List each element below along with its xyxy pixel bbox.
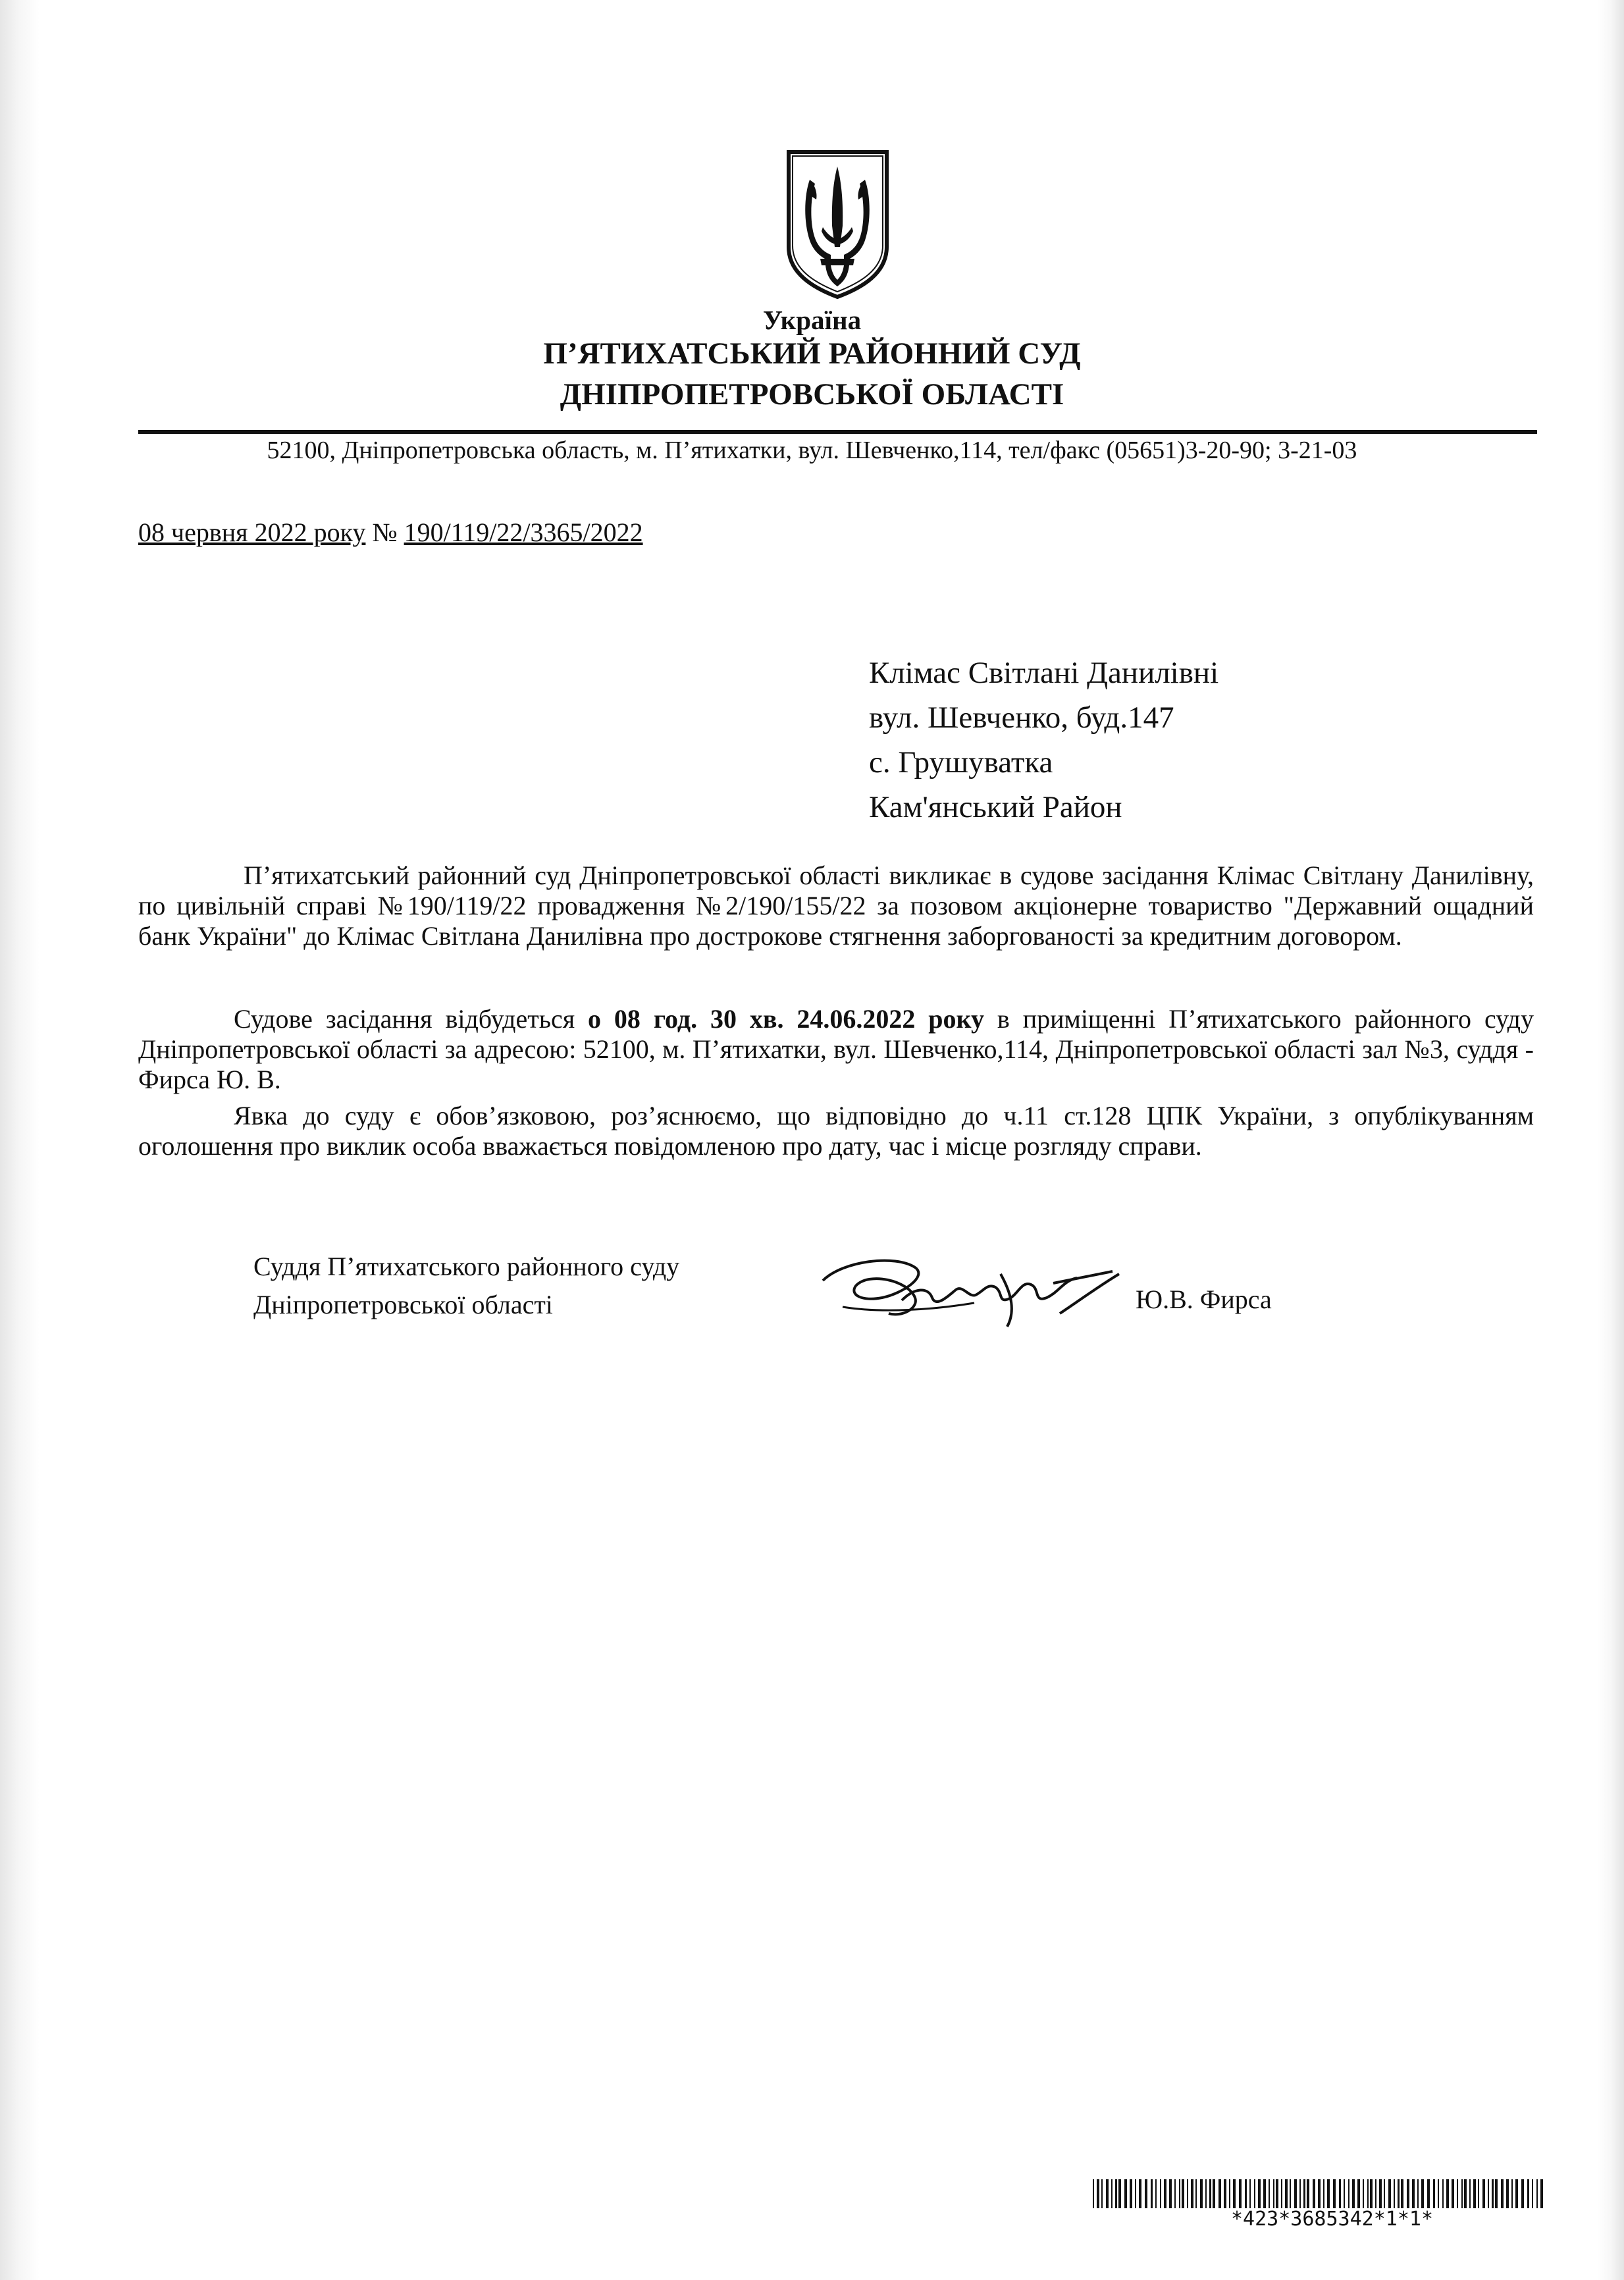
hearing-datetime: о 08 год. 30 хв. 24.06.2022 року	[588, 1004, 984, 1034]
handwritten-signature	[803, 1234, 1132, 1340]
outgoing-number: 190/119/22/3365/2022	[404, 517, 643, 547]
outgoing-reference	[138, 517, 643, 548]
barcode-bar	[1318, 2179, 1321, 2208]
barcode-bar	[1464, 2179, 1467, 2208]
barcode-number: *423*3685342*1*1*	[1231, 2208, 1434, 2231]
barcode-bar	[1469, 2179, 1471, 2208]
barcode-bar	[1213, 2179, 1215, 2208]
barcode-bar	[1333, 2179, 1336, 2208]
barcode-bar	[1323, 2179, 1324, 2208]
barcode-bar	[1273, 2179, 1274, 2208]
recipient-street: вул. Шевченко, буд.147	[869, 701, 1174, 735]
barcode-bar	[1263, 2179, 1266, 2208]
barcode-bar	[1093, 2179, 1094, 2208]
barcode-bar	[1452, 2179, 1454, 2208]
barcode-bar	[1357, 2179, 1360, 2208]
barcode-bar	[1164, 2179, 1166, 2208]
barcode-bar	[1218, 2179, 1221, 2208]
barcode-bar	[1258, 2179, 1261, 2208]
barcode-bar	[1200, 2179, 1203, 2208]
barcode-bar	[1433, 2179, 1435, 2208]
barcode-bar	[1160, 2179, 1161, 2208]
barcode-bar	[1276, 2179, 1278, 2208]
barcode-bar	[1155, 2179, 1157, 2208]
barcode-bar	[1367, 2179, 1369, 2208]
barcode-bar	[1511, 2179, 1513, 2208]
header-divider	[138, 430, 1537, 434]
recipient-village: с. Грушуватка	[869, 745, 1053, 780]
barcode-bar	[1495, 2179, 1498, 2208]
signatory-title-line2: Дніпропетровської області	[253, 1290, 553, 1319]
barcode-bar	[1388, 2179, 1391, 2208]
barcode-bar	[1313, 2179, 1315, 2208]
barcode-bar	[1427, 2179, 1430, 2208]
barcode-bar	[1151, 2179, 1153, 2208]
barcode-bar	[1182, 2179, 1184, 2208]
barcode-bar	[1124, 2179, 1127, 2208]
barcode-bar	[1135, 2179, 1136, 2208]
barcode-bar	[1339, 2179, 1341, 2208]
paragraph-summons-text: П’ятихатський районний суд Дніпропетровської області викликає в судове засідання Клімас Світлану Данилівну, по цивільній справі №190/119/22 провадження №2/190/155/22 за позовом акціонерне товариство "Державний ощадний банк України" до Клімас Світлана Данилівна про дострокове стягнення заборгованості за кредитним договором.	[138, 861, 1534, 951]
barcode-bar	[1195, 2179, 1197, 2208]
barcode-bar	[1169, 2179, 1172, 2208]
barcode-bar	[1344, 2179, 1345, 2208]
barcode-bar	[1421, 2179, 1424, 2208]
barcode-bar	[1299, 2179, 1301, 2208]
signatory-title	[253, 1248, 679, 1324]
barcode-bar	[1097, 2179, 1099, 2208]
barcode-bar	[1438, 2179, 1439, 2208]
barcode-bar	[1115, 2179, 1117, 2208]
barcode-bar	[1307, 2179, 1309, 2208]
barcode-bar	[1187, 2179, 1188, 2208]
ukraine-tryzub-emblem-icon	[783, 148, 892, 300]
barcode-bar	[1209, 2179, 1211, 2208]
barcode-bar	[1249, 2179, 1251, 2208]
barcode-bar	[1540, 2179, 1543, 2208]
barcode-bar	[1536, 2179, 1538, 2208]
body-paragraph-hearing	[138, 1004, 1534, 1095]
hearing-text-end: в приміщенні П’ятихатського районного суду Дніпропетровської області за адресою: 52100, м. П’ятихатки, вул. Шевченко,114, Дніпропетровської області зал №3, суддя - Фирса Ю. В.	[138, 1004, 1534, 1094]
barcode-bar	[1398, 2179, 1400, 2208]
header-country: Україна	[762, 305, 862, 335]
barcode-bar	[1191, 2179, 1193, 2208]
barcode-bar	[1473, 2179, 1476, 2208]
barcode-bar	[1179, 2179, 1180, 2208]
body-paragraph-attendance	[138, 1101, 1534, 1161]
header-court-region: ДНІПРОПЕТРОВСЬКОЇ ОБЛАСТІ	[560, 377, 1064, 411]
barcode-bar	[1532, 2179, 1533, 2208]
barcode-bar	[1501, 2179, 1504, 2208]
barcode-bar	[1233, 2179, 1236, 2208]
barcode-bar	[1106, 2179, 1109, 2208]
court-address: 52100, Дніпропетровська область, м. П’ятихатки, вул. Шевченко,114, тел/факс (05651)3-20-90; 3-21-03	[267, 437, 1357, 464]
barcode-bar	[1254, 2179, 1255, 2208]
barcode-bar	[1492, 2179, 1494, 2208]
barcode-bar	[1442, 2179, 1444, 2208]
barcode-bar	[1417, 2179, 1419, 2208]
barcode-bar	[1363, 2179, 1364, 2208]
barcode-bar	[1290, 2179, 1291, 2208]
signatory-title-line1: Суддя П’ятихатського районного суду	[253, 1252, 680, 1281]
barcode-bar	[1407, 2179, 1409, 2208]
document-barcode	[1093, 2179, 1547, 2208]
barcode-bar	[1224, 2179, 1226, 2208]
barcode-bar	[1384, 2179, 1385, 2208]
barcode-bar	[1379, 2179, 1382, 2208]
barcode-bar	[1145, 2179, 1147, 2208]
barcode-bar	[1527, 2179, 1529, 2208]
barcode-bar	[1327, 2179, 1330, 2208]
recipient-name: Клімас Світлані Данилівні	[869, 656, 1219, 690]
barcode-bar	[1352, 2179, 1355, 2208]
barcode-bar	[1515, 2179, 1518, 2208]
header-court-name: П’ЯТИХАТСЬКИЙ РАЙОННИЙ СУД	[543, 336, 1081, 371]
barcode-bar	[1294, 2179, 1297, 2208]
barcode-bar	[1401, 2179, 1403, 2208]
barcode-bar	[1303, 2179, 1305, 2208]
barcode-bar	[1229, 2179, 1230, 2208]
barcode-bar	[1521, 2179, 1524, 2208]
barcode-bar	[1130, 2179, 1132, 2208]
barcode-bar	[1412, 2179, 1415, 2208]
outgoing-date: 08 червня 2022 року	[138, 517, 366, 547]
barcode-bar	[1118, 2179, 1121, 2208]
body-paragraph-summons	[138, 861, 1534, 951]
attendance-text: Явка до суду є обов’язковою, роз’яснюємо, що відповідно до ч.11 ст.128 ЦПК України, з опублікуванням оголошення про виклик особа вважається повідомленою про дату, час і місце розгляду справи.	[138, 1101, 1534, 1161]
barcode-bar	[1285, 2179, 1288, 2208]
barcode-bar	[1478, 2179, 1479, 2208]
barcode-bar	[1488, 2179, 1489, 2208]
barcode-bar	[1101, 2179, 1103, 2208]
barcode-bar	[1281, 2179, 1282, 2208]
barcode-bar	[1139, 2179, 1141, 2208]
judge-name: Ю.В. Фирса	[1136, 1285, 1272, 1314]
barcode-bar	[1245, 2179, 1247, 2208]
barcode-bar	[1446, 2179, 1449, 2208]
barcode-bar	[1239, 2179, 1242, 2208]
barcode-bar	[1394, 2179, 1395, 2208]
hearing-text-start: Судове засідання відбудеться	[234, 1004, 575, 1034]
barcode-bar	[1111, 2179, 1113, 2208]
barcode-bar	[1457, 2179, 1458, 2208]
recipient-district: Кам'янський Район	[869, 790, 1122, 824]
recipient-block	[869, 650, 1218, 830]
barcode-bar	[1482, 2179, 1485, 2208]
barcode-bar	[1174, 2179, 1176, 2208]
barcode-bar	[1375, 2179, 1376, 2208]
barcode-bar	[1269, 2179, 1270, 2208]
barcode-bar	[1205, 2179, 1207, 2208]
barcode-bar	[1461, 2179, 1463, 2208]
barcode-bar	[1348, 2179, 1349, 2208]
barcode-bar	[1370, 2179, 1373, 2208]
outgoing-number-sign: №	[372, 517, 398, 547]
barcode-bar	[1506, 2179, 1509, 2208]
